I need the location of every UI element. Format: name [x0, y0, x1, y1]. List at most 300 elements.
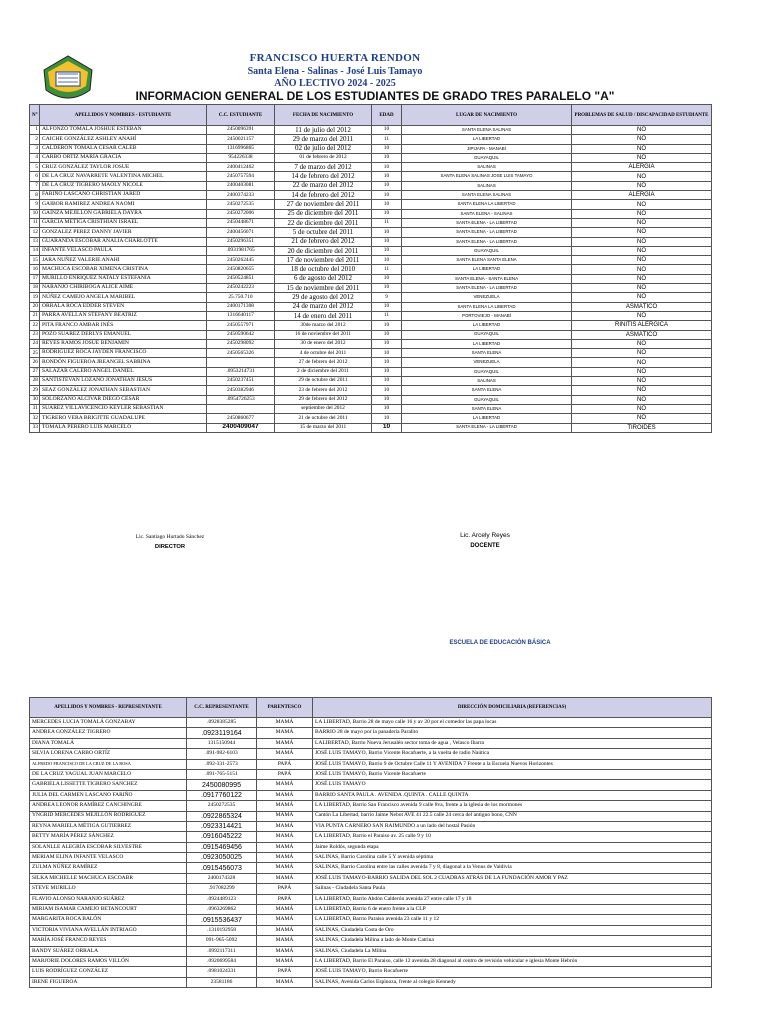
table-cell: 10 — [372, 386, 402, 395]
table-row — [30, 256, 712, 265]
table-row — [30, 377, 712, 386]
table-cell: 10 — [372, 237, 402, 246]
table-cell: NO — [572, 358, 712, 367]
table-cell: RODRÍGUEZ ROCA JAYDEN FRANCISCO — [40, 349, 207, 358]
table-cell: SANTA ELENA — [402, 349, 572, 358]
table-cell: 4 de octubre del 2011 — [275, 349, 372, 358]
table-cell: 24 de marzo del 2012 — [275, 302, 372, 311]
table-cell: 10 — [372, 163, 402, 172]
table-row — [30, 738, 712, 748]
table-row — [30, 853, 712, 863]
table-row — [30, 144, 712, 153]
table-cell: .0923119164 — [187, 728, 257, 738]
table-cell: 2450565326 — [207, 349, 275, 358]
table-cell: MAMÁ — [257, 832, 313, 842]
table-cell: LA LIBERTAD — [402, 321, 572, 330]
table-row — [30, 842, 712, 852]
table-row — [30, 237, 712, 246]
table-cell: .092-331-2573 — [187, 759, 257, 769]
table-cell: .0923314421 — [187, 821, 257, 831]
table-cell: 32 — [30, 414, 40, 423]
table-cell: 10 — [372, 246, 402, 255]
students-table — [29, 104, 712, 433]
column-header: PROBLEMAS DE SALUD / DISCAPACIDAD ESTUDIANTE — [572, 105, 712, 126]
table-cell: 26 — [30, 358, 40, 367]
table-row — [30, 228, 712, 237]
table-cell: PITA FRANCO AMBAR INÉS — [40, 321, 207, 330]
table-cell: NO — [572, 339, 712, 348]
table-cell: GUAYAQUIL — [402, 153, 572, 162]
table-cell: 2450590642 — [207, 330, 275, 339]
table-cell: SILVIA LORENA CARBO ORTÍZ — [30, 749, 187, 759]
table-cell: SALINAS, Ciudadela Costa de Oro — [313, 925, 712, 935]
table-cell: SANTA ELENA - LA LIBERTAD — [402, 228, 572, 237]
column-header: EDAD — [372, 105, 402, 126]
table-cell: 29 de octubre del 2011 — [275, 377, 372, 386]
table-cell: BARRIO SANTA PAULA . AVENIDA .QUINTA . CALLE QUINTA — [313, 790, 712, 800]
table-cell: MIRIAM ISAMAR CAMEJO BETANCOURT — [30, 905, 187, 915]
table-cell: MAMÁ — [257, 925, 313, 935]
table-cell: 10 — [372, 209, 402, 218]
table-cell: 10 — [372, 367, 402, 376]
school-shield-logo — [40, 52, 96, 106]
table-cell: MAMÁ — [257, 749, 313, 759]
table-cell: NO — [572, 218, 712, 227]
table-cell: 22 de marzo del 2012 — [275, 181, 372, 190]
table-row — [30, 135, 712, 144]
table-cell: JIPIJAPA - MANABÍ — [402, 144, 572, 153]
table-cell: .0920699584 — [187, 956, 257, 966]
table-cell: 25.750.710 — [207, 293, 275, 302]
table-cell: NO — [572, 256, 712, 265]
table-cell: NO — [572, 284, 712, 293]
table-cell: MACHUCA ESCOBAR XIMENA CRISTINA — [40, 265, 207, 274]
table-cell: SANTA ELENA — [402, 404, 572, 413]
table-cell: 2450021157 — [207, 135, 275, 144]
table-cell: .917082299 — [187, 884, 257, 894]
table-row — [30, 349, 712, 358]
table-cell: SANTA ELENA SANTA ELENA — [402, 256, 572, 265]
table-cell: 18 de octubre del 2010 — [275, 265, 372, 274]
table-cell: BETTY MARÍA PÉREZ SÁNCHEZ — [30, 832, 187, 842]
table-cell: Jaime Roldós, segunda etapa — [313, 842, 712, 852]
table-cell: 29 de marzo del 2011 — [275, 135, 372, 144]
table-cell: 10 — [30, 209, 40, 218]
table-row — [30, 163, 712, 172]
table-cell: 11 — [372, 135, 402, 144]
table-cell: MAMÁ — [257, 977, 313, 987]
table-cell: 31 — [30, 404, 40, 413]
table-cell: 1315150944 — [187, 738, 257, 748]
table-cell: .1310192958 — [187, 925, 257, 935]
table-cell: NO — [572, 153, 712, 162]
table-cell: 10 — [372, 256, 402, 265]
table-cell: 091-965-5092 — [187, 936, 257, 946]
table-cell: SANTA ELENA - SANTA ELENA — [402, 274, 572, 283]
table-cell: .0915469456 — [187, 842, 257, 852]
table-cell: 14 de febrero del 2012 — [275, 191, 372, 200]
table-cell: .091-765-5151 — [187, 769, 257, 779]
table-cell: ASMÁTICO — [572, 302, 712, 311]
table-cell: 10 — [372, 321, 402, 330]
table-cell: .0953214731 — [207, 367, 275, 376]
table-row — [30, 832, 712, 842]
table-cell: SALINAS, Avenida Carlos Espinoza, frente al colegio Kennedy — [313, 977, 712, 987]
table-cell: VIA PUNTA CARNERO SAN RAIMUNDO a un lado del hostal Pasión — [313, 821, 712, 831]
table-cell: NO — [572, 293, 712, 302]
table-cell: 2 de diciembre del 2011 — [275, 367, 372, 376]
table-cell: PAPÁ — [257, 967, 313, 977]
teacher-name: Lic. Arcely Reyes — [460, 532, 510, 539]
table-cell: ALFONZO TOMALA JOSHUE ESTEBAN — [40, 126, 207, 135]
table-cell: MERIAM ELINA INFANTE VELASCO — [30, 853, 187, 863]
table-cell: 33 — [30, 423, 40, 432]
table-cell: LUIS RODRÍGUEZ GONZÁLEZ — [30, 967, 187, 977]
table-cell: .0915536437 — [187, 915, 257, 925]
table-cell: DIANA TOMALÁ — [30, 738, 187, 748]
table-row — [30, 404, 712, 413]
table-cell: 10 — [372, 414, 402, 423]
table-row — [30, 718, 712, 728]
table-cell: 2450080995 — [187, 780, 257, 790]
table-cell: 9 — [372, 293, 402, 302]
table-cell: .091-982-6103 — [187, 749, 257, 759]
table-cell: .0916045222 — [187, 832, 257, 842]
table-cell: 21 de febrero del 2012 — [275, 237, 372, 246]
table-row — [30, 339, 712, 348]
table-row — [30, 728, 712, 738]
table-cell: 21 de octubre del 2011 — [275, 414, 372, 423]
table-cell: GUARANDA ESCOBAR ANALIA CHARLOTTE — [40, 237, 207, 246]
table-cell: 02 de julio del 2012 — [275, 144, 372, 153]
table-cell: ANDREA LEONOR RAMÍREZ CANCHINGRE — [30, 801, 187, 811]
table-cell: SILKA MICHELLE MACHUCA ESCOABR — [30, 873, 187, 883]
table-row — [30, 821, 712, 831]
table-cell: 10 — [372, 228, 402, 237]
table-cell: 10 — [372, 191, 402, 200]
table-cell: NO — [572, 274, 712, 283]
table-cell: SALINAS — [402, 163, 572, 172]
table-cell: NO — [572, 349, 712, 358]
table-cell: NO — [572, 246, 712, 255]
table-cell: CALDERON TOMALA CESAR CALEB — [40, 144, 207, 153]
table-cell: 10 — [372, 284, 402, 293]
table-cell: MAMÁ — [257, 915, 313, 925]
table-cell: 10 — [372, 144, 402, 153]
table-cell: 29 de febrero del 2012 — [275, 395, 372, 404]
table-cell: DE LA CRUZ TIGRERO MAOLY NICOLE — [40, 181, 207, 190]
table-cell: 01 de febrero de 2012 — [275, 153, 372, 162]
table-cell: SOLANLLE ALEGRÍA ESCOBAR SILVESTRE — [30, 842, 187, 852]
table-row — [30, 311, 712, 320]
table-cell: CAICHE GONZÁLEZ ASHLEY ANAHÍ — [40, 135, 207, 144]
table-row — [30, 873, 712, 883]
table-cell: 30 de enero del 2012 — [275, 339, 372, 348]
students-table-header — [30, 105, 712, 126]
table-cell: .0924489123 — [187, 894, 257, 904]
table-cell — [207, 404, 275, 413]
table-cell: NO — [572, 265, 712, 274]
table-cell: 11 — [372, 311, 402, 320]
table-cell: MAMÁ — [257, 873, 313, 883]
table-cell: SALINAS, Barrio Carolina calle 5 Y avenida séptima — [313, 853, 712, 863]
table-cell: REYES RAMOS JOSUE BENJAMIN — [40, 339, 207, 348]
table-cell: NO — [572, 377, 712, 386]
table-cell: MAMÁ — [257, 728, 313, 738]
table-cell: 2450296351 — [207, 237, 275, 246]
column-header: APELLIDOS Y NOMBRES - ESTUDIANTE — [40, 105, 207, 126]
table-cell: LA LIBERTAD, Barrio Abdón Calderón avenida 27 entre calle 17 y 18 — [313, 894, 712, 904]
teacher-role: DOCENTE — [470, 543, 500, 549]
table-cell — [207, 358, 275, 367]
table-cell: 10 — [372, 423, 402, 432]
table-cell: 16 — [30, 265, 40, 274]
table-cell: 10 — [372, 181, 402, 190]
table-cell: .0915456073 — [187, 863, 257, 873]
column-header: LUGAR DE NACIMIENTO — [402, 105, 572, 126]
table-cell: .0922865324 — [187, 811, 257, 821]
director-name: Lic. Santiago Hurtado Sánchez — [135, 534, 205, 540]
table-cell: 10 — [372, 274, 402, 283]
table-cell: 23 de febrero del 2012 — [275, 386, 372, 395]
table-cell: 30de marzo del 2012 — [275, 321, 372, 330]
table-cell: 1 — [30, 126, 40, 135]
table-cell: 25 de diciembre del 2011 — [275, 209, 372, 218]
table-cell: 10 — [372, 395, 402, 404]
table-cell: 2 — [30, 135, 40, 144]
table-cell: 2450272535 — [187, 801, 257, 811]
table-cell: CRUZ GONZÁLEZ TAYLOR JOSUE — [40, 163, 207, 172]
table-cell: 27 de febrero del 2012 — [275, 358, 372, 367]
table-cell: 14 de febrero del 2012 — [275, 172, 372, 181]
table-cell: 16 de noviembre del 2011 — [275, 330, 372, 339]
table-cell: GUAYAQUIL — [402, 395, 572, 404]
table-row — [30, 884, 712, 894]
table-cell: SALINAS, Barrio Carolina entre las calles avenida 7 y 8, diagonal a la Venus de Valdivia — [313, 863, 712, 873]
table-cell: LA LIBERTAD, Barrio San Francisco avenida 9 calle 8va, frente a la iglesia de los mormones — [313, 801, 712, 811]
table-cell: YNGRID MERCEDES MEJILLÓN RODRIGUEZ — [30, 811, 187, 821]
table-cell: 9 — [30, 200, 40, 209]
table-cell: NO — [572, 181, 712, 190]
table-cell: NO — [572, 172, 712, 181]
table-cell: 2450382946 — [207, 386, 275, 395]
table-cell: 10 — [372, 200, 402, 209]
table-cell: JOSÉ LUIS TAMAYO, Barrio Rocafuerte — [313, 967, 712, 977]
table-cell: 11 — [30, 218, 40, 227]
table-cell: 13 — [30, 237, 40, 246]
table-cell: 2450272535 — [207, 200, 275, 209]
table-cell: ORRALA ROCA EDDER STEVEN — [40, 302, 207, 311]
table-cell: 17 — [30, 274, 40, 283]
table-cell: 2450448671 — [207, 218, 275, 227]
table-cell: SEAZ GONZÁLEZ JONATHAN SEBASTIAN — [40, 386, 207, 395]
table-cell: 2450096391 — [207, 126, 275, 135]
table-cell: NÚÑEZ CAMEJO ANGELA MARIBEL — [40, 293, 207, 302]
table-cell: NARANJO CHIRIBOGA ALICE AIME — [40, 284, 207, 293]
table-cell: NO — [572, 135, 712, 144]
table-cell: GONZALEZ PEREZ DANNY JAVIER — [40, 228, 207, 237]
table-cell: .0917760122 — [187, 790, 257, 800]
table-cell: 10 — [372, 302, 402, 311]
table-cell: NO — [572, 414, 712, 423]
table-cell: 20 de diciembre del 2011 — [275, 246, 372, 255]
table-cell: 22 — [30, 321, 40, 330]
table-cell: SANTA ELENA SALINAS — [402, 126, 572, 135]
table-cell: 27 de noviembre del 2011 — [275, 200, 372, 209]
column-header: APELLIDOS Y NOMBRES - REPRESENTANTE — [30, 698, 187, 718]
table-cell: 28 — [30, 377, 40, 386]
table-cell: LALIBERTAD, Barrio Nueva Jerusalén sector toma de agua , Velasco Ibarra — [313, 738, 712, 748]
table-cell: SANTA ELENA SALINAS — [402, 191, 572, 200]
table-cell: CARBO ORTÍZ MARÍA GRACIA — [40, 153, 207, 162]
table-row — [30, 936, 712, 946]
table-cell: 6 de agosto del 2012 — [275, 274, 372, 283]
table-cell: 3 — [30, 144, 40, 153]
representatives-table-header — [30, 698, 712, 718]
table-cell: MAMÁ — [257, 905, 313, 915]
table-row — [30, 967, 712, 977]
table-cell: 2400403081 — [207, 181, 275, 190]
table-cell: NO — [572, 395, 712, 404]
table-cell: 24 — [30, 339, 40, 348]
basic-school-label: ESCUELA DE EDUCACIÓN BÁSICA — [449, 640, 551, 646]
table-cell: LA LIBERTAD — [402, 339, 572, 348]
table-cell: IRENE FIGUEROA — [30, 977, 187, 987]
table-cell: MAMÁ — [257, 780, 313, 790]
table-cell: 27 — [30, 367, 40, 376]
school-name: FRANCISCO HUERTA RENDON — [249, 52, 421, 64]
table-cell: GABRIELA LISSETTE TIGRERO SANCHEZ — [30, 780, 187, 790]
table-cell: RINITIS ALERGICA — [572, 321, 712, 330]
table-cell: REYNA MARIELA MÉTIGA GUTIERREZ — [30, 821, 187, 831]
table-cell: TIGRERO VERA BRIGITTE GUADALUPE — [40, 414, 207, 423]
table-row — [30, 863, 712, 873]
table-cell: PORTOVIEJO - MANABÍ — [402, 311, 572, 320]
table-cell: MAMÁ — [257, 946, 313, 956]
table-cell: ALERGIA — [572, 163, 712, 172]
table-cell: MAMÁ — [257, 853, 313, 863]
table-cell: 10 — [372, 126, 402, 135]
table-cell: NO — [572, 228, 712, 237]
table-cell: INFANTE VELASCO PAULA — [40, 246, 207, 255]
table-cell: LA LIBERTAD, Barrio el Paraiso av. 25 calle 9 y 10 — [313, 832, 712, 842]
table-cell: 10 — [372, 330, 402, 339]
table-cell: 12 — [30, 228, 40, 237]
table-row — [30, 358, 712, 367]
table-row — [30, 905, 712, 915]
table-cell: SANTA ELENA SALINAS JOSE LUIS TAMAYO — [402, 172, 572, 181]
table-row — [30, 330, 712, 339]
table-cell: 11 de julio del 2012 — [275, 126, 372, 135]
table-cell: SALINAS, Ciudadela La Milina — [313, 946, 712, 956]
table-cell: 2450272006 — [207, 209, 275, 218]
table-cell: LA LIBERTAD — [402, 414, 572, 423]
table-cell: PAPÁ — [257, 884, 313, 894]
table-cell: JOSÉ LUIS TAMAYO, Barrio Vicente Rocafuerte — [313, 769, 712, 779]
table-cell: LA LIBERTAD, Barrio 28 de mayo calle 16 y av 20 por el comedor las papa locas — [313, 718, 712, 728]
table-row — [30, 274, 712, 283]
table-cell: NO — [572, 144, 712, 153]
column-header: DIRECCIÓN DOMICILIARIA (REFERENCIAS) — [313, 698, 712, 718]
students-table-body — [30, 126, 712, 433]
table-cell: LA LIBERTAD, Barrio 6 de enero frente a la CLP — [313, 905, 712, 915]
table-cell: MAMÁ — [257, 821, 313, 831]
table-cell: 2450242223 — [207, 284, 275, 293]
table-cell: MARÍA JOSÉ FRANCO REYES — [30, 936, 187, 946]
table-cell: MAMÁ — [257, 956, 313, 966]
table-cell: 10 — [372, 404, 402, 413]
table-cell: RONDÓN FIGUEROA JREANGEL SABRINA — [40, 358, 207, 367]
table-cell: JOSÉ LUIS TAMAYO, Barrio 9 de Octubre Calle 11 Y AVENIDA 7 Frente a la Escuela Nuevos Horizontes — [313, 759, 712, 769]
table-cell: .0923050025 — [187, 853, 257, 863]
table-row — [30, 321, 712, 330]
table-cell: MURILLO ENRIQUEZ NATALY ESTEFANIA — [40, 274, 207, 283]
table-cell: ALFREDO FRANCISCO DE LA CRUZ DE LA ROSA — [30, 759, 187, 769]
table-cell: 15 — [30, 256, 40, 265]
table-row — [30, 759, 712, 769]
column-header: C.C. REPRESENTANTE — [187, 698, 257, 718]
representatives-table-body — [30, 718, 712, 988]
table-cell: TIROIDES — [572, 423, 712, 432]
table-row — [30, 811, 712, 821]
table-cell: MAMÁ — [257, 936, 313, 946]
table-cell: JOSÉ LUIS TAMAYO-BARRIO SALIDA DEL SOL 2 CUADRAS ATRÁS DE LA FUNDACIÓN AMOR Y PAZ — [313, 873, 712, 883]
table-cell: .0963269862 — [187, 905, 257, 915]
table-cell: SANTA ELENA LA LIBERTAD — [402, 200, 572, 209]
table-cell: TOMALÁ PERERO LUIS MARCELO — [40, 423, 207, 432]
table-cell: MARJORIE DOLORES RAMOS VILLÓN — [30, 956, 187, 966]
table-cell: SANTA ELENA — [402, 386, 572, 395]
table-cell: 2450820655 — [207, 265, 275, 274]
table-row — [30, 956, 712, 966]
table-cell: VENEZUELA — [402, 293, 572, 302]
table-cell: MARGARITA ROCA BALÓN — [30, 915, 187, 925]
table-cell: Cantón La Libertad, barrio Jaime Nebot AVE 41 22.5 calle 24 cerca del antiguo bono, CNN — [313, 811, 712, 821]
table-cell: FARIÑO LASCANO CHRISTIAN JARED — [40, 191, 207, 200]
table-cell: 10 — [372, 172, 402, 181]
table-row — [30, 302, 712, 311]
table-row — [30, 769, 712, 779]
table-cell: 15 de marzo del 2011 — [275, 423, 372, 432]
table-cell: 2400412462 — [207, 163, 275, 172]
table-cell: MAMÁ — [257, 790, 313, 800]
table-cell: 10 — [372, 358, 402, 367]
table-cell: JOSÉ LUIS TAMAYO — [313, 780, 712, 790]
table-cell: 14 de enero del 2011 — [275, 311, 372, 320]
table-cell: LA LIBERTAD, Barrio El Paraiso, calle 12 avenida 28 diagonal al centro de revisión vehicular e iglesia Monte Hebrón — [313, 956, 712, 966]
table-cell: MAMÁ — [257, 842, 313, 852]
table-cell: SANTISTEVAN LOZANO JONATHAN JESUS — [40, 377, 207, 386]
table-cell: 2450860677 — [207, 414, 275, 423]
table-cell: 4 — [30, 153, 40, 162]
table-cell: ALERGIA — [572, 191, 712, 200]
table-cell: 2400409047 — [207, 423, 275, 432]
table-cell: 10 — [372, 349, 402, 358]
table-cell: JARA NUÑEZ VALERIE ANAHI — [40, 256, 207, 265]
table-cell: 2450524851 — [207, 274, 275, 283]
table-row — [30, 218, 712, 227]
table-cell: 29 — [30, 386, 40, 395]
table-cell: 5 — [30, 163, 40, 172]
table-cell: MAMÁ — [257, 863, 313, 873]
table-cell: GAIBOR RAMIREZ ANDREA NAOMI — [40, 200, 207, 209]
table-cell: 2450237451 — [207, 377, 275, 386]
table-cell: Salinas - Ciudadela Santa Paula — [313, 884, 712, 894]
table-cell: GUAYAQUIL — [402, 367, 572, 376]
school-location: Santa Elena - Salinas - José Luis Tamayo — [247, 66, 423, 77]
column-header: FECHA DE NACIMIENTO — [275, 105, 372, 126]
table-cell: .0931981765 — [207, 246, 275, 255]
